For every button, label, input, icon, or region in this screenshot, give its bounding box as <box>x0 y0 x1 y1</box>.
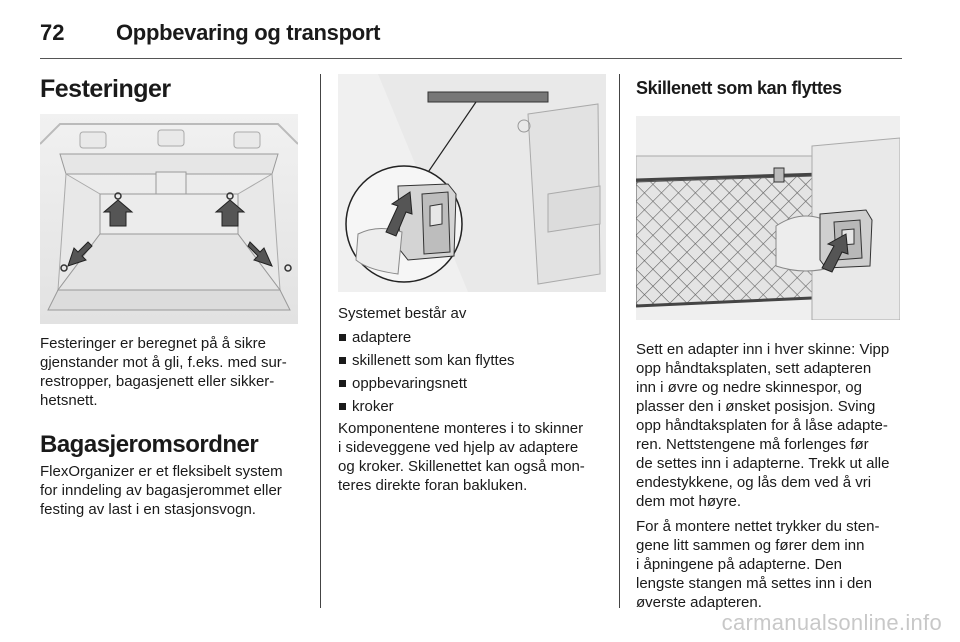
column-divider-left <box>320 74 321 608</box>
text-line: i åpningene på adapterne. Den <box>636 556 843 573</box>
text-line: i sideveggene ved hjelp av adaptere <box>338 439 579 456</box>
page-header <box>40 18 902 59</box>
text-line: FlexOrganizer er et fleksibelt system <box>40 463 283 480</box>
heading-festeringer: Festeringer <box>40 75 171 103</box>
text-line: dem mot høyre. <box>636 493 742 510</box>
text-line: ren. Nettstengene må forlenges før <box>636 436 869 453</box>
text-line: opp håndtaksplaten, sett adapteren <box>636 360 872 377</box>
text-line: restropper, bagasjenett eller sikker- <box>40 373 275 390</box>
text-line: Komponentene monteres i to skinner <box>338 420 584 437</box>
list-item: oppbevaringsnett <box>338 372 606 395</box>
skillenett-paragraph-2 <box>636 517 904 612</box>
column-festeringer <box>40 74 298 519</box>
text-line: festing av last i en stasjonsvogn. <box>40 501 256 518</box>
text-line: plasser den i ønsket posisjon. Sving <box>636 398 876 415</box>
text-line: Festeringer er beregnet på å sikre <box>40 335 266 352</box>
system-intro: Systemet består av <box>338 305 467 322</box>
watermark: carmanualsonline.info <box>721 610 942 635</box>
heading-skillenett: Skillenett som kan flyttes <box>636 78 842 98</box>
text-line: opp håndtaksplaten for å låse adapte- <box>636 417 888 434</box>
column-divider-right <box>619 74 620 608</box>
adapter-rail-illustration <box>338 74 606 292</box>
component-list <box>338 326 606 418</box>
list-item: kroker <box>338 395 606 418</box>
column-skillenett <box>636 74 904 612</box>
cargo-floor-illustration <box>40 114 298 324</box>
system-paragraph <box>338 419 606 495</box>
text-line: endestykkene, og lås dem ved å vri <box>636 474 872 491</box>
text-line: og kroker. Skillenettet kan også mon- <box>338 458 585 475</box>
skillenett-paragraph-1 <box>636 340 904 511</box>
page-number: 72 <box>40 20 65 45</box>
text-line: øverste adapteren. <box>636 594 762 611</box>
list-item: skillenett som kan flyttes <box>338 349 606 372</box>
text-line: de settes inn i adapterne. Trekk ut alle <box>636 455 890 472</box>
text-line: hetsnett. <box>40 392 98 409</box>
text-line: For å montere nettet trykker du sten- <box>636 518 880 535</box>
list-item: adaptere <box>338 326 606 349</box>
text-line: Sett en adapter inn i hver skinne: Vipp <box>636 341 890 358</box>
text-line: gene litt sammen og fører dem inn <box>636 537 865 554</box>
text-line: lengste stangen må settes inn i den <box>636 575 872 592</box>
bagasjeromsordner-paragraph <box>40 462 298 519</box>
text-line: gjenstander mot å gli, f.eks. med sur- <box>40 354 287 371</box>
festeringer-paragraph <box>40 334 298 410</box>
column-system <box>338 74 606 495</box>
divider-net-illustration <box>636 116 900 320</box>
text-line: inn i øvre og nedre skinnespor, og <box>636 379 862 396</box>
text-line: for inndeling av bagasjerommet eller <box>40 482 282 499</box>
heading-bagasjeromsordner: Bagasjeromsordner <box>40 431 259 458</box>
section-title: Oppbevaring og transport <box>116 20 381 45</box>
text-line: teres direkte foran bakluken. <box>338 477 528 494</box>
